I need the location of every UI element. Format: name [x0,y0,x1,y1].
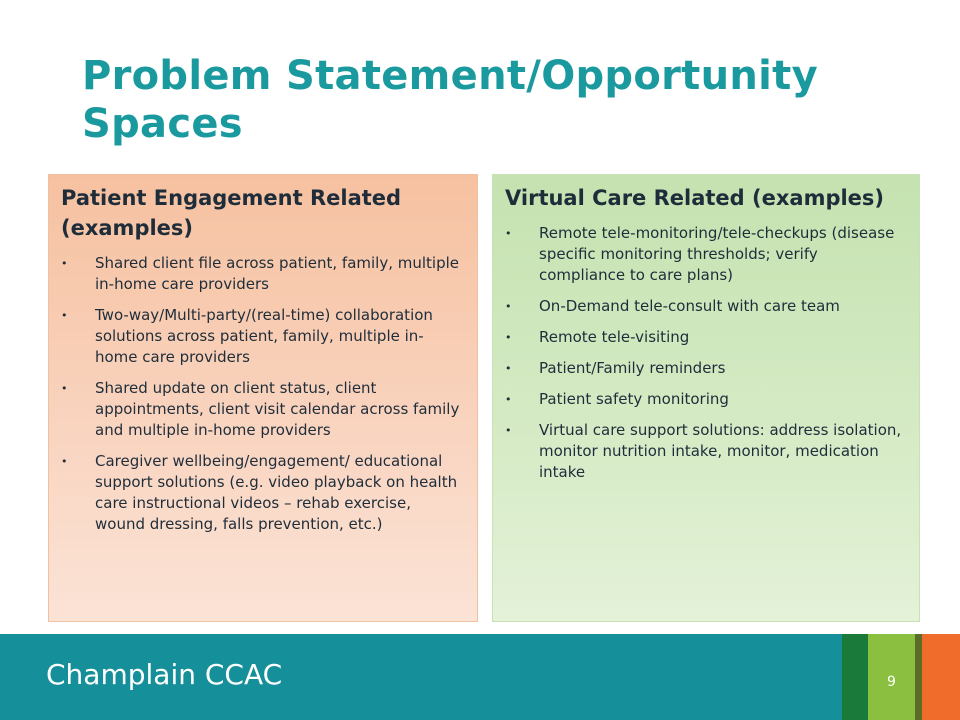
bullet-icon: • [505,227,512,240]
virtual-care-heading: Virtual Care Related (examples) [505,186,885,210]
list-item [61,451,465,535]
list-item [505,223,907,286]
stripe-orange [922,634,960,720]
bullet-icon: • [61,382,68,395]
patient-engagement-list [61,253,465,535]
list-item [505,296,907,317]
virtual-care-panel [492,174,920,622]
bullet-icon: • [61,257,68,270]
footer-bar [0,634,960,720]
list-item [505,420,907,483]
page-number: 9 [887,674,896,690]
list-item [61,378,465,441]
list-item [61,253,465,295]
list-item-text: Two-way/Multi-party/(real-time) collaboration solutions across patient, family, multiple in-home care providers [95,306,433,366]
patient-engagement-heading: Patient Engagement Related (examples) [61,186,402,240]
list-item [505,358,907,379]
list-item-text: Shared update on client status, client appointments, client visit calendar across family and multiple in-home providers [95,379,460,439]
list-item-text: On-Demand tele-consult with care team [539,297,840,315]
list-item [61,305,465,368]
bullet-icon: • [505,300,512,313]
list-item-text: Virtual care support solutions: address isolation, monitor nutrition intake, monitor, medication intake [539,421,902,481]
list-item-text: Caregiver wellbeing/engagement/ educational support solutions (e.g. video playback on health care instructional videos – rehab exercise, wound dressing, falls prevention, etc.) [95,452,458,533]
bullet-icon: • [61,309,68,322]
slide-title: Problem Statement/Opportunity Spaces [82,53,818,147]
virtual-care-list [505,223,907,483]
list-item [505,327,907,348]
bullet-icon: • [505,331,512,344]
list-item-text: Patient/Family reminders [539,359,726,377]
bullet-icon: • [61,455,68,468]
patient-engagement-panel [48,174,478,622]
bullet-icon: • [505,424,512,437]
stripe-olive [915,634,922,720]
stripe-dark-green [842,634,868,720]
list-item-text: Remote tele-visiting [539,328,690,346]
bullet-icon: • [505,393,512,406]
list-item-text: Patient safety monitoring [539,390,729,408]
organization-name: Champlain CCAC [46,658,283,691]
list-item-text: Remote tele-monitoring/tele-checkups (disease specific monitoring thresholds; verify compliance to care plans) [539,224,895,284]
list-item-text: Shared client file across patient, family, multiple in-home care providers [95,254,460,293]
list-item [505,389,907,410]
bullet-icon: • [505,362,512,375]
